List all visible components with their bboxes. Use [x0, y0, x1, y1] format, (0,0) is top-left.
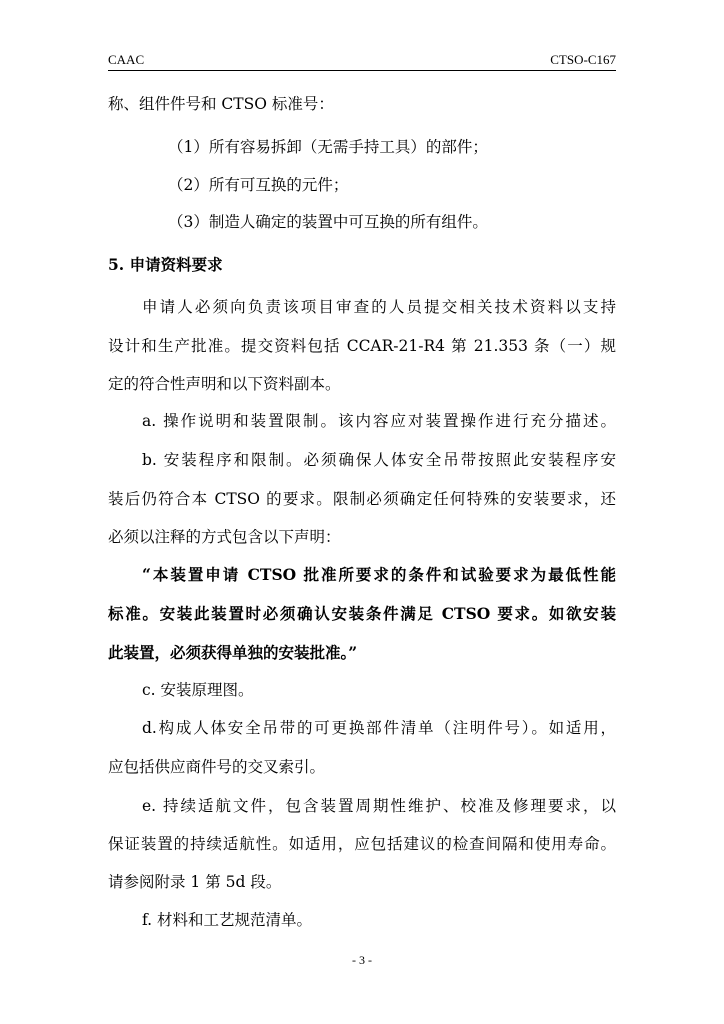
quote-line: 标准。安装此装置时必须确认安装条件满足 CTSO 要求。如欲安装 — [108, 604, 616, 623]
paragraph-line: 称、组件件号和 CTSO 标准号： — [108, 95, 334, 113]
page-header — [108, 52, 616, 71]
list-item: （3）制造人确定的装置中可互换的所有组件。 — [168, 213, 488, 231]
paragraph-line: c. 安装原理图。 — [142, 681, 254, 699]
paragraph-line: 必须以注释的方式包含以下声明： — [108, 528, 341, 546]
page-number: - 3 - — [352, 953, 372, 967]
paragraph-line: b. 安装程序和限制。必须确保人体安全吊带按照此安装程序安 — [142, 451, 616, 469]
paragraph-line: a. 操作说明和装置限制。该内容应对装置操作进行充分描述。 — [142, 412, 616, 430]
quote-line: 此装置，必须获得单独的安装批准。” — [108, 643, 358, 662]
paragraph-line: 保证装置的持续适航性。如适用，应包括建议的检查间隔和使用寿命。 — [108, 835, 616, 853]
quote-line: “本装置申请 CTSO 批准所要求的条件和试验要求为最低性能 — [142, 565, 616, 584]
paragraph-line: 定的符合性声明和以下资料副本。 — [108, 375, 341, 393]
section-heading: 5. 申请资料要求 — [108, 255, 223, 274]
paragraph-line: 申请人必须向负责该项目审查的人员提交相关技术资料以支持 — [142, 298, 616, 316]
paragraph-line: d.构成人体安全吊带的可更换部件清单（注明件号）。如适用， — [142, 719, 616, 737]
paragraph-line: f. 材料和工艺规范清单。 — [142, 911, 313, 929]
header-right: CTSO-C167 — [550, 52, 616, 67]
paragraph-line: 设计和生产批准。提交资料包括 CCAR-21-R4 第 21.353 条（一）规 — [108, 337, 616, 355]
paragraph-line: e. 持续适航文件，包含装置周期性维护、校准及修理要求，以 — [142, 797, 616, 815]
paragraph-line: 装后仍符合本 CTSO 的要求。限制必须确定任何特殊的安装要求，还 — [108, 490, 616, 508]
header-left: CAAC — [108, 52, 145, 67]
paragraph-line: 请参阅附录 1 第 5d 段。 — [108, 873, 282, 891]
paragraph-line: 应包括供应商件号的交叉索引。 — [108, 758, 326, 776]
list-item: （2）所有可互换的元件； — [168, 176, 349, 194]
list-item: （1）所有容易拆卸（无需手持工具）的部件； — [168, 138, 488, 156]
